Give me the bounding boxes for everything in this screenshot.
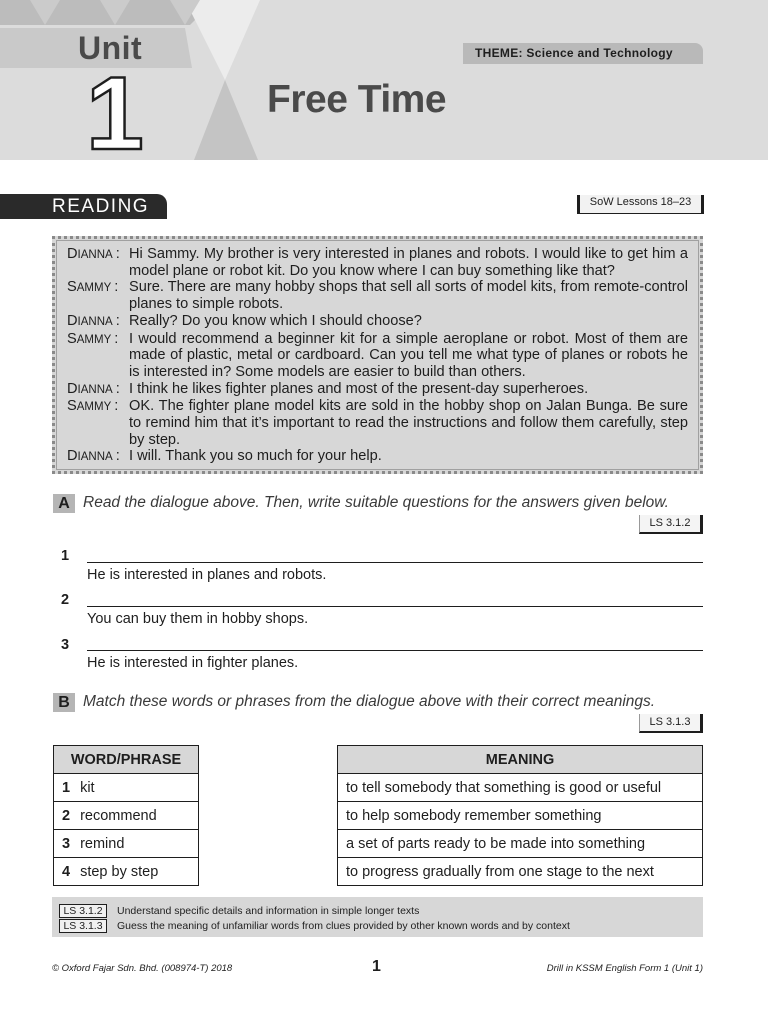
question-number: 3 <box>61 637 70 653</box>
speaker-name: SAMMY : <box>67 279 119 296</box>
page-title: Free Time <box>267 78 447 121</box>
copyright-notice: © Oxford Fajar Sdn. Bhd. (008974-T) 2018 <box>52 963 233 974</box>
given-answer: You can buy them in hobby shops. <box>87 611 309 627</box>
learning-standard-row <box>59 904 703 919</box>
word-cell[interactable]: 2 recommend <box>54 802 199 830</box>
question-answer-line[interactable] <box>87 650 703 651</box>
speaker-name: DIANNA : <box>67 380 120 397</box>
section-b-instruction: Match these words or phrases from the dialogue above with their correct meanings. <box>83 693 656 710</box>
question-number: 1 <box>61 548 70 564</box>
speaker-name: SAMMY : <box>67 398 119 415</box>
learning-standards-box <box>52 897 703 937</box>
word-phrase-table <box>53 745 199 886</box>
dialogue-text: Really? Do you know which I should choose? <box>129 312 422 329</box>
reading-section-bar <box>0 194 167 219</box>
section-b-ls-tag: LS 3.1.3 <box>639 714 703 733</box>
dialogue-line <box>67 398 688 448</box>
dialogue-line <box>67 246 688 279</box>
unit-number: 1 <box>86 56 144 160</box>
word-cell[interactable]: 4 step by step <box>54 858 199 886</box>
section-a-ls-tag: LS 3.1.2 <box>639 515 703 534</box>
section-a-letter: A <box>53 494 75 513</box>
dialogue-text: I will. Thank you so much for your help. <box>129 448 382 465</box>
page-number: 1 <box>372 958 381 975</box>
learning-standard-text: Understand specific details and information in simple longer texts <box>117 905 420 918</box>
reading-label: READING <box>52 196 150 217</box>
learning-standard-row <box>59 919 703 934</box>
meaning-cell[interactable]: to help somebody remember something <box>338 802 703 830</box>
learning-standard-code: LS 3.1.3 <box>59 919 107 933</box>
dialogue-text: OK. The fighter plane model kits are sold in the hobby shop on Jalan Bunga. Be sure to remind him that it’s important to read the instructions and follow them carefully, step by step. <box>129 398 688 448</box>
given-answer: He is interested in fighter planes. <box>87 655 299 671</box>
dialogue-text: Sure. There are many hobby shops that sell all sorts of model kits, from remote-control planes to simple robots. <box>129 279 688 313</box>
meaning-table <box>337 745 703 886</box>
dialogue-text: I would recommend a beginner kit for a simple aeroplane or robot. Most of them are made of plastic, metal or cardboard. Can you tell me what type of planes or robots he is interested in? Some models are easier to build than others. <box>129 330 688 380</box>
given-answer: He is interested in planes and robots. <box>87 567 327 583</box>
unit-label: Unit <box>78 30 143 66</box>
sow-lessons-tag: SoW Lessons 18–23 <box>577 195 704 214</box>
meaning-header: MEANING <box>338 746 703 774</box>
speaker-name: DIANNA : <box>67 246 120 262</box>
dialogue-text: Hi Sammy. My brother is very interested in planes and robots. I would like to get him a model plane or robot kit. Do you know where I can buy something like that? <box>129 246 688 279</box>
learning-standard-code: LS 3.1.2 <box>59 904 107 918</box>
speaker-name: DIANNA : <box>67 448 120 465</box>
learning-standard-text: Guess the meaning of unfamiliar words from clues provided by other known words and by context <box>117 919 570 932</box>
unit-header <box>0 0 768 160</box>
dialogue-line <box>67 313 688 331</box>
dialogue-line <box>67 381 688 399</box>
meaning-cell[interactable]: to progress gradually from one stage to the next <box>338 858 703 886</box>
meaning-cell[interactable]: to tell somebody that something is good or useful <box>338 774 703 802</box>
question-number: 2 <box>61 592 70 608</box>
dialogue-box <box>52 236 703 474</box>
speaker-name: SAMMY : <box>67 330 119 347</box>
question-answer-line[interactable] <box>87 606 703 607</box>
section-a-instruction: Read the dialogue above. Then, write suitable questions for the answers given below. <box>83 494 669 511</box>
question-answer-line[interactable] <box>87 562 703 563</box>
dialogue-line <box>67 448 688 466</box>
book-title: Drill in KSSM English Form 1 (Unit 1) <box>546 963 703 974</box>
dialogue-line <box>67 331 688 381</box>
dialogue-line <box>67 279 688 312</box>
word-phrase-header: WORD/PHRASE <box>54 746 199 774</box>
meaning-cell[interactable]: a set of parts ready to be made into something <box>338 830 703 858</box>
section-b-letter: B <box>53 693 75 712</box>
theme-badge: THEME: Science and Technology <box>463 43 703 64</box>
dialogue-text: I think he likes fighter planes and most of the present-day superheroes. <box>129 380 589 397</box>
word-cell[interactable]: 1 kit <box>54 774 199 802</box>
word-cell[interactable]: 3 remind <box>54 830 199 858</box>
speaker-name: DIANNA : <box>67 312 120 329</box>
